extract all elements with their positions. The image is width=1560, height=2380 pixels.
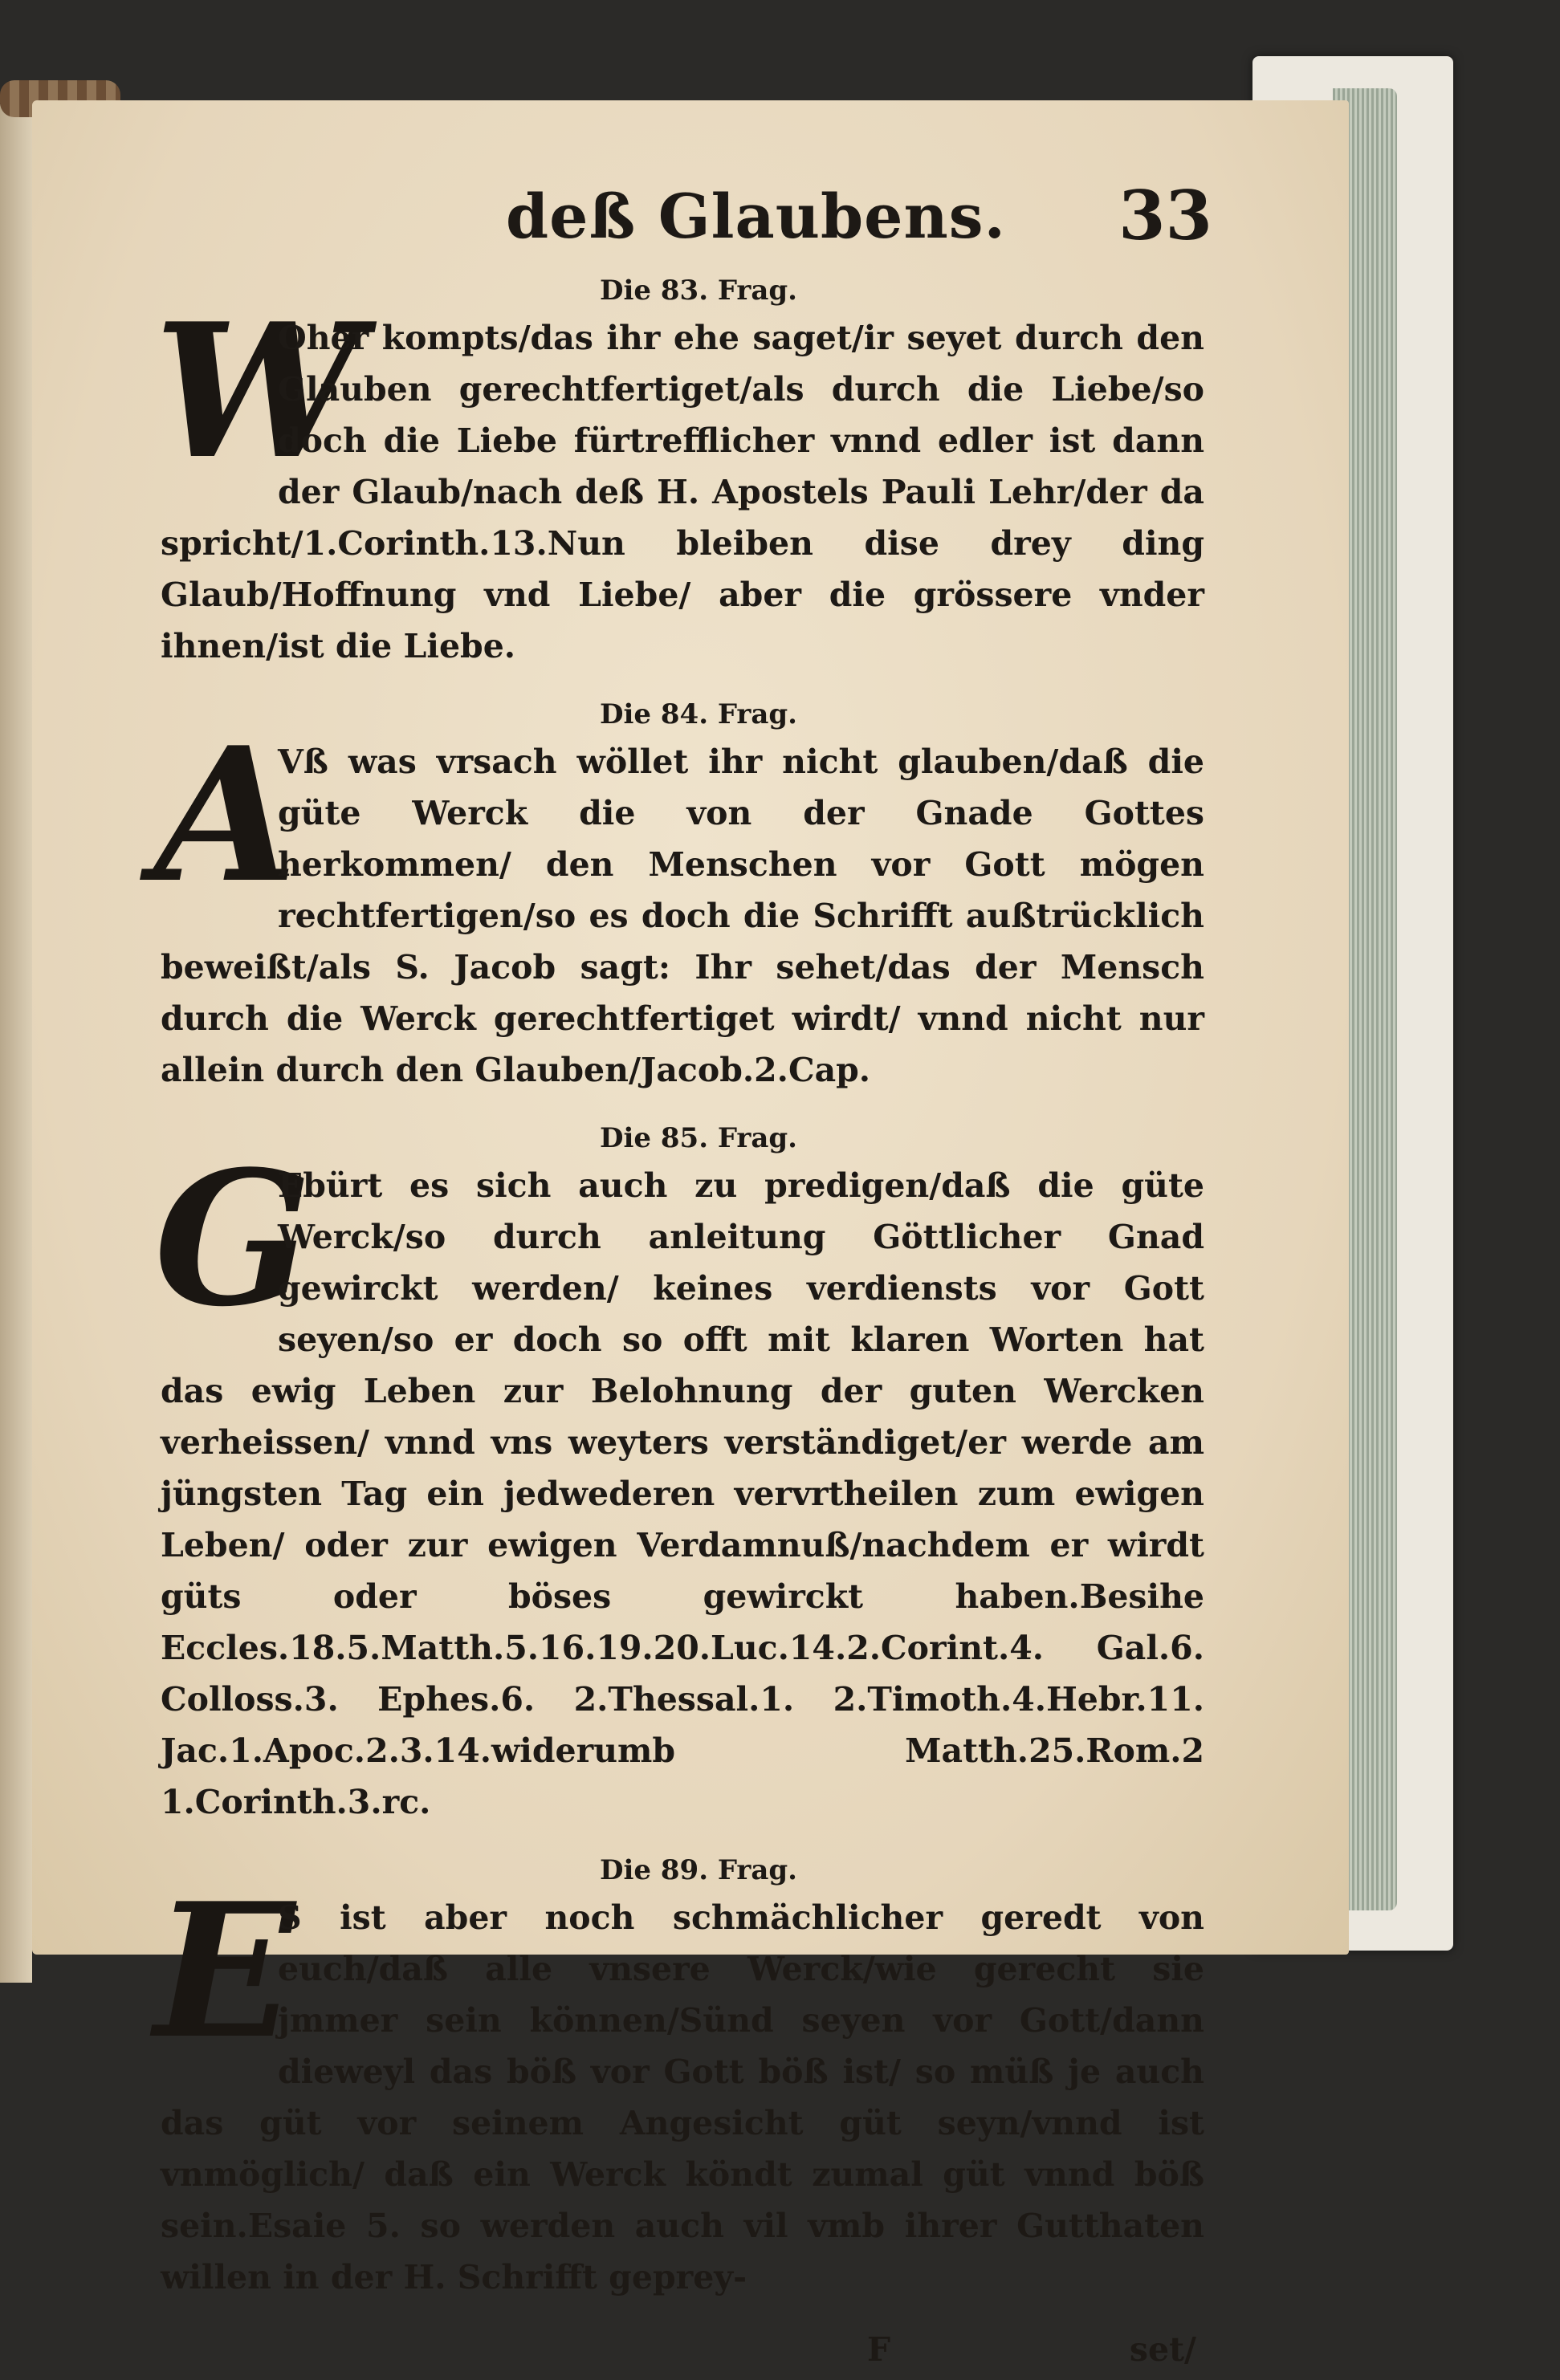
catchword: set/ (1129, 2330, 1196, 2369)
left-page-edge (0, 104, 32, 1983)
running-head-title: deß Glaubens. (506, 181, 1006, 252)
question-body: Vß was vrsach wöllet ihr nicht glauben/daß die güte Werck die von der Gnade Gottes herkommen/ den Menschen vor Gott mögen rechtfertigen/so es doch die Schrifft außtrücklich beweißt/als S. Jacob sagt: Ihr sehet/das der Mensch durch die Werck gerechtfertiget wirdt/ vnnd nicht nur allein durch den Glauben/Jacob.2.Cap. (161, 742, 1204, 1089)
question-heading: Die 89. Frag. (600, 1854, 797, 1886)
book-page (32, 100, 1349, 2369)
question-84 (154, 693, 1204, 1096)
question-heading: Die 85. Frag. (600, 1122, 797, 1154)
question-body: Oher kompts/das ihr ehe saget/ir seyet durch den Glauben gerechtfertiget/als durch die Liebe/so doch die Liebe fürtrefflicher vnnd edler ist dann der Glaub/nach deß H. Apostels Pauli Lehr/der da spricht/1.Corinth.13.Nun bleiben dise drey ding Glaub/Hoffnung vnd Liebe/ aber die grössere vnder ihnen/ist die Liebe. (161, 319, 1204, 665)
question-85 (154, 1117, 1204, 1828)
text-block (154, 173, 1212, 2369)
signature-mark: F (867, 2330, 891, 2369)
question-body: Ebürt es sich auch zu predigen/daß die güte Werck/so durch anleitung Göttlicher Gnad gewirckt werden/ keines verdiensts vor Gott seyen/so er doch so offt mit klaren Worten hat das ewig Leben zur Belohnung der guten Wercken verheissen/ vnnd vns weyters verständiget/er werde am jüngsten Tag ein jedwederen vervrtheilen zum ewigen Leben/ oder zur ewigen Verdamnuß/nachdem er wirdt güts oder böses gewirckt haben.Besihe Eccles.18.5.Matth.5.16.19.20.Luc.14.2.Corint.4. Gal.6. Colloss.3. Ephes.6. 2.Thessal.1. 2.Timoth.4.Hebr.11. Jac.1.Apoc.2.3.14.widerumb Matth.25.Rom.2 1.Corinth.3.rc. (161, 1166, 1204, 1821)
question-body: S ist aber noch schmächlicher geredt von euch/daß alle vnsere Werck/wie gerecht sie jmmer sein können/Sünd seyen vor Gott/dann dieweyl das böß vor Gott böß ist/ so müß je auch das güt vor seinem Angesicht güt seyn/vnnd ist vnmöglich/ daß ein Werck köndt zumal güt vnnd böß sein.Esaie 5. so werden auch vil vmb ihrer Gutthaten willen in der H. Schrifft geprey- (161, 1898, 1204, 2297)
question-heading: Die 84. Frag. (600, 698, 797, 730)
footer-line (161, 2324, 1204, 2380)
question-83 (154, 269, 1204, 672)
question-heading: Die 83. Frag. (600, 275, 797, 307)
drop-cap: E (154, 1863, 295, 2080)
running-head (161, 173, 1212, 269)
question-89 (154, 1849, 1204, 2303)
drop-cap: A (154, 707, 298, 924)
page-number: 33 (1118, 176, 1212, 255)
drop-cap: G (154, 1131, 312, 1348)
drop-cap: W (154, 283, 362, 500)
